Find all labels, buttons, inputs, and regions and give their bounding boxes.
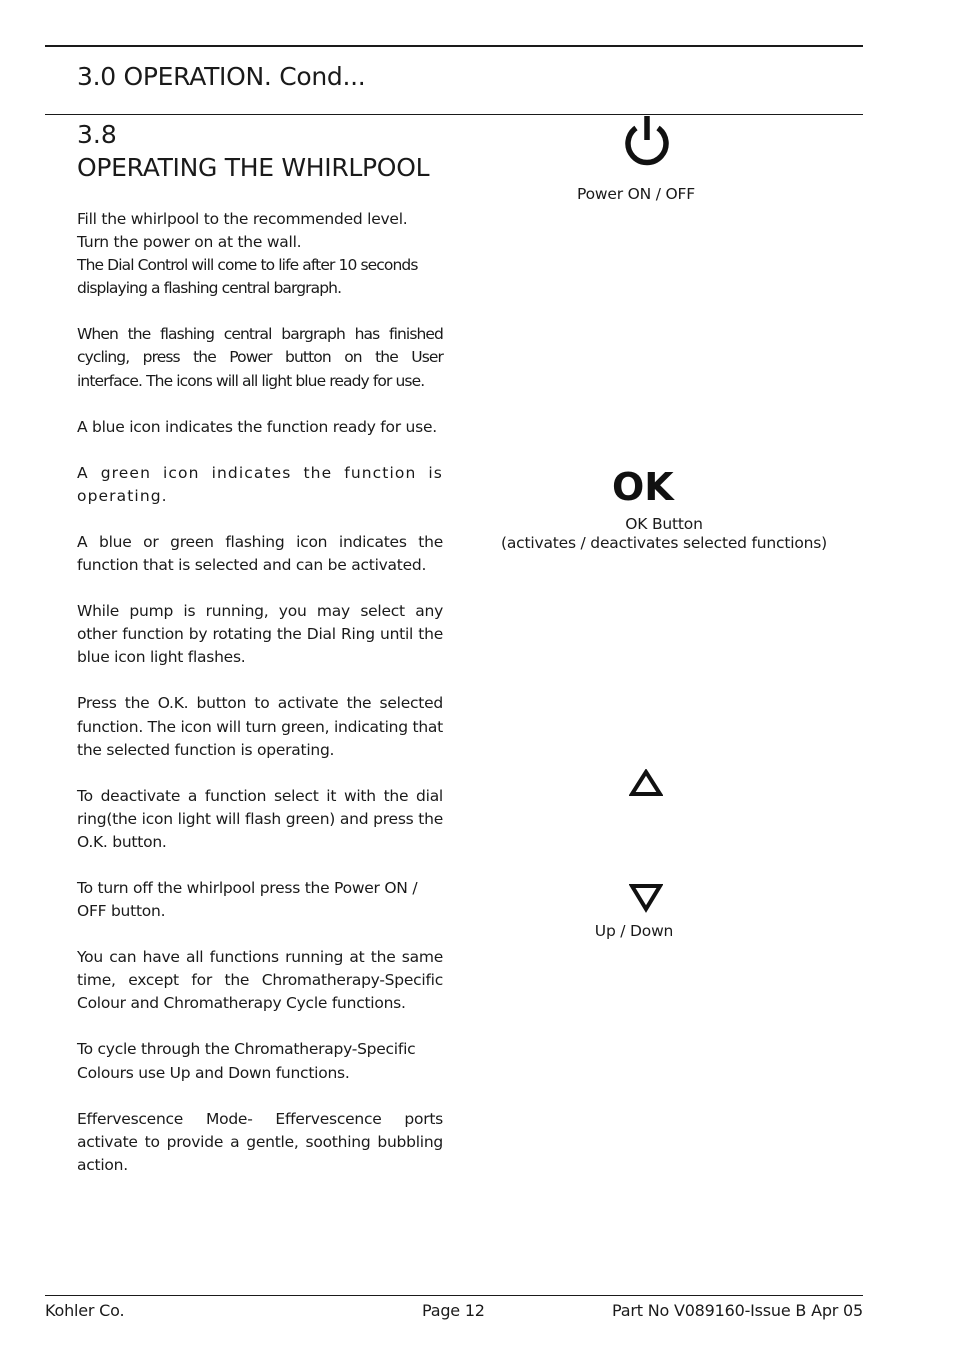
paragraph-bargraph: When the flashing central bargraph has finished cycling, press the Power button on the User interface. The icons will all light blue ready for use. — [77, 325, 443, 390]
top-rule — [45, 45, 863, 47]
paragraph-activate: Press the O.K. button to activate the selected function. The icon will turn green, indicating that the selected function is operating. — [77, 694, 443, 759]
paragraph-turn-off: To turn off the whirlpool press the Power ON / OFF button. — [77, 878, 418, 921]
paragraph-select-function: While pump is running, you may select any other function by rotating the Dial Ring until the blue icon light flashes. — [77, 602, 443, 667]
paragraph-flashing-icon: A blue or green flashing icon indicates the function that is selected and can be activated. — [77, 532, 443, 575]
paragraph-all-functions: You can have all functions running at the same time, except for the Chromatherapy-Specific Colour and Chromatherapy Cycle functions. — [77, 948, 443, 1013]
power-icon — [620, 114, 674, 168]
paragraph-deactivate: To deactivate a function select it with the dial ring(the icon light will flash green) and press the O.K. button. — [77, 786, 443, 851]
line-fill: Fill the whirlpool to the recommended level. — [77, 210, 408, 228]
footer-rule — [45, 1295, 863, 1296]
paragraph-fill — [77, 208, 443, 300]
section-title: 3.0 OPERATION. Cond... — [77, 62, 366, 91]
up-triangle-icon — [629, 769, 663, 797]
ok-label-title: OK Button — [625, 515, 703, 533]
line-dial-control: The Dial Control will come to life after 10 seconds displaying a flashing central bargraph. — [77, 256, 418, 298]
footer-part-number: Part No V089160-Issue B Apr 05 — [612, 1301, 863, 1320]
ok-label — [484, 515, 844, 553]
ok-icon: OK — [612, 465, 674, 509]
section-rule — [45, 114, 863, 115]
paragraph-chromatherapy-cycle: To cycle through the Chromatherapy-Specific Colours use Up and Down functions. — [77, 1040, 416, 1082]
updown-label: Up / Down — [594, 922, 674, 940]
power-label: Power ON / OFF — [577, 185, 695, 203]
instructions-column — [77, 208, 443, 1200]
down-triangle-icon — [629, 883, 663, 913]
paragraph-blue-icon: A blue icon indicates the function ready for use. — [77, 417, 437, 436]
paragraph-green-icon: A green icon indicates the function is operating. — [77, 463, 443, 505]
footer-page-number: Page 12 — [422, 1301, 485, 1320]
footer-company: Kohler Co. — [45, 1301, 125, 1320]
paragraph-effervescence: Effervescence Mode- Effervescence ports activate to provide a gentle, soothing bubbling action. — [77, 1109, 443, 1174]
line-power-wall: Turn the power on at the wall. — [77, 233, 302, 252]
ok-label-description: (activates / deactivates selected functions) — [501, 534, 827, 552]
subsection-number: 3.8 — [77, 120, 117, 149]
subsection-title: OPERATING THE WHIRLPOOL — [77, 153, 430, 182]
